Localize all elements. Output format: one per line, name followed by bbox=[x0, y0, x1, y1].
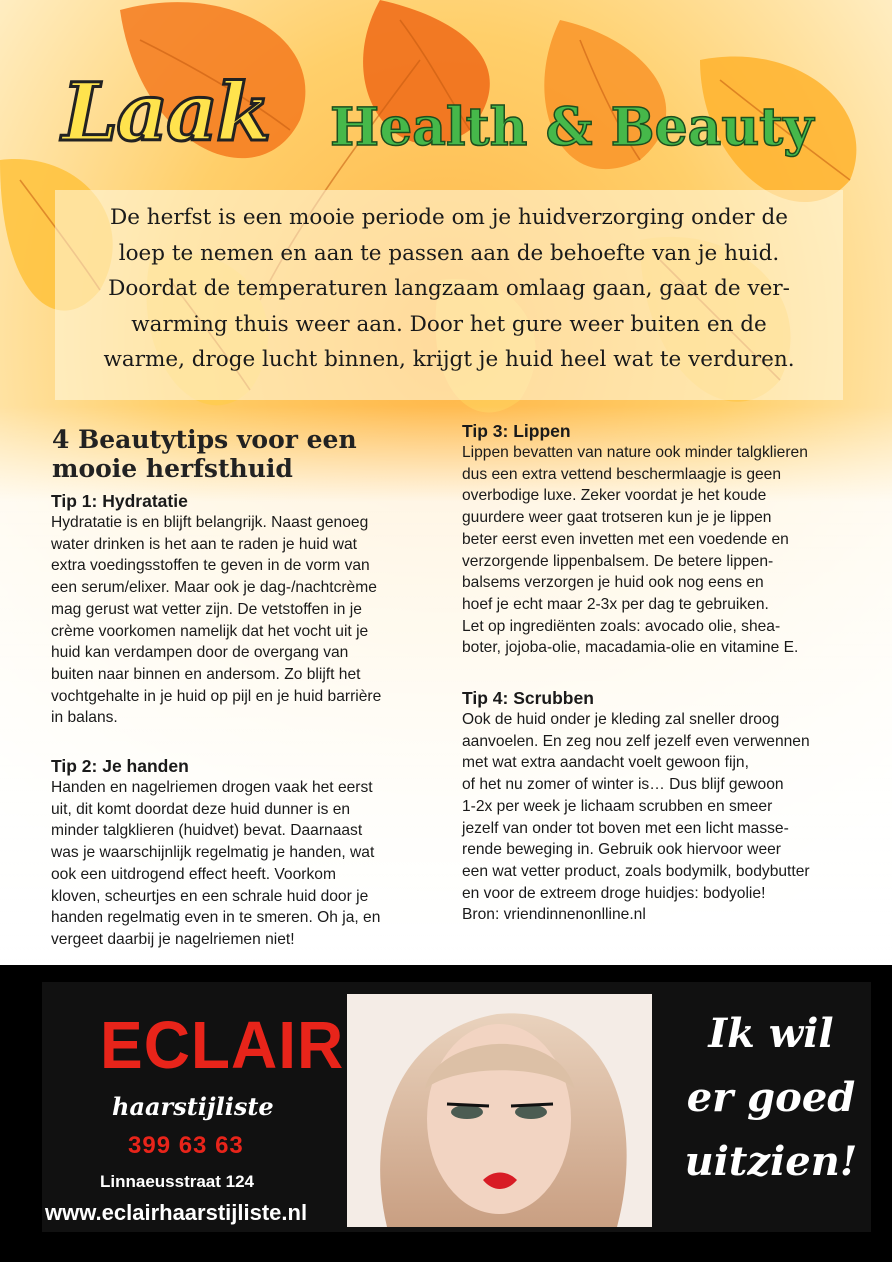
tip1-line: mag gerust wat vetter zijn. De vetstoffen in je bbox=[51, 600, 362, 618]
tip2-line: Handen en nagelriemen drogen vaak het eerst bbox=[51, 779, 373, 797]
ad-subtitle: haarstijliste bbox=[112, 1092, 274, 1121]
heading-line: 4 Beautytips voor een bbox=[52, 425, 357, 454]
source-credit: Bron: vriendinnenonlline.nl bbox=[462, 906, 646, 924]
tip4-line: een wat vetter product, zoals bodymilk, bodybutter bbox=[462, 862, 810, 880]
intro-box bbox=[55, 190, 843, 400]
tip3-line: dus een extra vettend beschermlaagje is geen bbox=[462, 465, 782, 483]
tip1-line: extra voedingsstoffen te geven in de vorm van bbox=[51, 557, 370, 575]
intro-line: De herfst is een mooie periode om je huidverzorging onder de bbox=[110, 205, 788, 230]
slogan-line: Ik wil bbox=[708, 1010, 834, 1057]
right-column bbox=[462, 420, 847, 926]
tip3-line: Let op ingrediënten zoals: avocado olie, shea- bbox=[462, 617, 781, 635]
tip4-line: Ook de huid onder je kleding zal sneller droog bbox=[462, 711, 780, 729]
intro-line: loep te nemen en aan te passen aan de behoefte van je huid. bbox=[118, 240, 780, 266]
tip1-title: Tip 1: Hydratatie bbox=[51, 491, 188, 511]
tip3-line: overbodige luxe. Zeker voordat je het koude bbox=[462, 487, 767, 505]
masthead-health-beauty: Health & Beauty bbox=[330, 97, 814, 158]
tip4-line: of het nu zomer of winter is… Dus blijf gewoon bbox=[462, 776, 784, 794]
article-heading bbox=[52, 425, 442, 483]
intro-line: Doordat de temperaturen langzaam omlaag gaan, gaat de ver- bbox=[108, 276, 790, 301]
tip1-line: crème voorkomen namelijk dat het vocht uit je bbox=[51, 622, 369, 640]
tip2-line: uit, dit komt doordat deze huid dunner is en bbox=[51, 800, 351, 818]
eclair-advertisement bbox=[0, 965, 892, 1262]
ad-address: Linnaeusstraat 124 bbox=[100, 1172, 255, 1191]
ad-panel bbox=[42, 982, 871, 1232]
slogan-line: uitzien! bbox=[684, 1138, 858, 1185]
tip3-line: hoef je echt maar 2-3x per dag te gebruiken. bbox=[462, 595, 769, 613]
masthead-laak: Laak bbox=[62, 65, 270, 159]
tip4-line: en voor de extreem droge huidjes: bodyolie! bbox=[462, 884, 766, 902]
ad-slogan bbox=[676, 1002, 866, 1194]
tip3-line: guurdere weer gaat trotseren kun je je lippen bbox=[462, 509, 772, 527]
tip2-line: kloven, scheurtjes en een schrale huid door je bbox=[51, 887, 369, 905]
tip3-line: Lippen bevatten van nature ook minder talgklieren bbox=[462, 444, 808, 461]
tip4-title: Tip 4: Scrubben bbox=[462, 688, 594, 709]
tip4-line: aanvoelen. En zeg nou zelf jezelf even verwennen bbox=[462, 732, 810, 750]
tip3-line: beter eerst even invetten met een voedende en bbox=[462, 530, 789, 548]
tip2-line: vergeet daarbij je nagelriemen niet! bbox=[51, 930, 295, 948]
tip4-line: jezelf van onder tot boven met een licht masse- bbox=[462, 819, 789, 837]
tip1-line: water drinken is het aan te raden je huid wat bbox=[51, 535, 357, 553]
tip4-line: rende beweging in. Gebruik ook hiervoor weer bbox=[462, 841, 781, 859]
tip1-line: een serum/elixer. Maar ook je dag-/nachtcrème bbox=[51, 579, 377, 597]
tip2-line: was je waarschijnlijk regelmatig je handen, wat bbox=[51, 844, 375, 862]
tip1-line: vochtgehalte in je huid op pijl en je huid barrière bbox=[51, 687, 382, 705]
heading-line: mooie herfsthuid bbox=[52, 454, 293, 483]
ad-phone: 399 63 63 bbox=[128, 1132, 244, 1159]
tip4-line: met wat extra aandacht voelt gewoon fijn, bbox=[462, 754, 749, 772]
tip3-line: verzorgende lippenbalsem. De betere lippen- bbox=[462, 552, 774, 570]
tip1-line: buiten naar binnen en andersom. Zo blijft het bbox=[51, 665, 361, 683]
tip2-line: minder talgklieren (huidvet) bevat. Daarnaast bbox=[51, 822, 363, 840]
tip1-line: in balans. bbox=[51, 709, 118, 727]
slogan-line: er goed bbox=[686, 1074, 856, 1121]
tip3-line: balsems verzorgen je huid ook nog eens en bbox=[462, 574, 764, 592]
intro-line: warming thuis weer aan. Door het gure weer buiten en de bbox=[131, 311, 767, 337]
model-portrait-image bbox=[347, 994, 652, 1227]
tip1-line: huid kan verdampen door de overgang van bbox=[51, 644, 349, 662]
tip2-line: ook een uitdrogend effect heeft. Voorkom bbox=[51, 865, 336, 883]
left-column bbox=[51, 490, 431, 951]
tip1-line: Hydratatie is en blijft belangrijk. Naast genoeg bbox=[51, 514, 369, 531]
tip4-line: 1-2x per week je lichaam scrubben en smeer bbox=[462, 797, 773, 815]
tip2-line: handen regelmatig even in te smeren. Oh ja, en bbox=[51, 909, 381, 927]
intro-line: warme, droge lucht binnen, krijgt je huid heel wat te verduren. bbox=[103, 347, 795, 372]
tip2-title: Tip 2: Je handen bbox=[51, 756, 189, 777]
tip3-title: Tip 3: Lippen bbox=[462, 421, 571, 441]
ad-website-link[interactable]: www.eclairhaarstijliste.nl bbox=[45, 1200, 308, 1225]
eclair-logo: ECLAIR bbox=[100, 1007, 345, 1083]
tip3-line: boter, jojoba-olie, macadamia-olie en vitamine E. bbox=[462, 639, 799, 657]
